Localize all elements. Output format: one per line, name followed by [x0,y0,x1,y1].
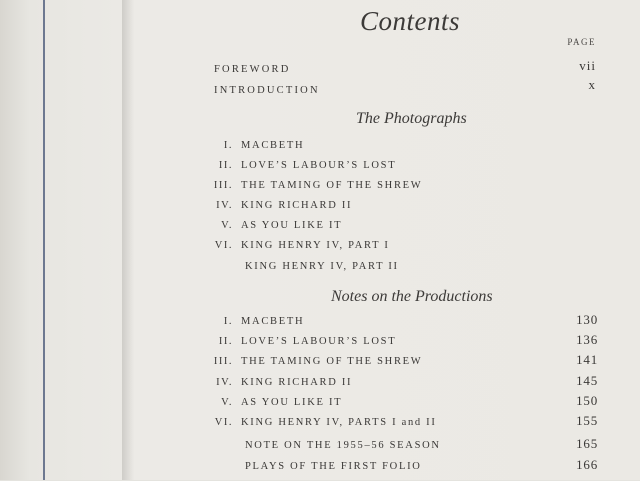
roman-numeral: III. [213,356,233,367]
introduction-label: INTRODUCTION [214,85,320,96]
page-number: 165 [576,436,598,451]
section-heading-notes: Notes on the Productions [331,288,493,305]
entry-title: LOVE’S LABOUR’S LOST [241,336,397,347]
list-item [0,160,640,180]
roman-numeral: VI. [214,417,233,428]
entry-title: THE TAMING OF THE SHREW [241,180,423,191]
page-number: 141 [576,352,598,367]
roman-numeral: IV. [216,200,233,211]
table-row [0,457,640,481]
page-title: Contents [359,6,460,36]
entry-title: KING HENRY IV, PARTS I and II [241,417,437,428]
table-row [0,352,640,376]
entry-title: KING RICHARD II [241,200,353,211]
entry-title: AS YOU LIKE IT [241,397,343,408]
entry-title: KING HENRY IV, PART II [245,261,399,272]
roman-numeral: II. [218,160,233,171]
page-column-label: PAGE [567,37,596,47]
roman-numeral: V. [221,397,233,408]
table-row [0,413,640,437]
list-item [0,220,640,240]
list-item [0,261,640,281]
list-item [0,140,640,160]
entry-title: KING RICHARD II [241,377,353,388]
table-row [0,436,640,460]
roman-numeral: III. [213,180,233,191]
entry-title: NOTE ON THE 1955–56 SEASON [245,440,441,451]
table-row [0,373,640,397]
section-heading-photographs: The Photographs [356,110,467,127]
roman-numeral: V. [221,220,233,231]
table-row [0,393,640,417]
foreword-label: FOREWORD [214,64,291,75]
list-item [0,240,640,260]
introduction-page: x [588,77,596,92]
page-number: 166 [576,457,598,472]
page-number: 155 [576,413,598,428]
entry-title: AS YOU LIKE IT [241,220,343,231]
table-row [0,332,640,356]
list-item [0,180,640,200]
page-number: 145 [576,373,598,388]
foreword-page: vii [579,58,596,73]
page-number: 136 [576,332,598,347]
entry-title: MACBETH [241,316,305,327]
roman-numeral: I. [223,140,233,151]
list-item [0,200,640,220]
roman-numeral: VI. [214,240,233,251]
entry-title: THE TAMING OF THE SHREW [241,356,423,367]
page-number: 150 [576,393,598,408]
entry-title: MACBETH [241,140,305,151]
page-number: 130 [576,312,598,327]
roman-numeral: I. [223,316,233,327]
roman-numeral: IV. [216,377,233,388]
table-row [0,312,640,336]
entry-title: LOVE’S LABOUR’S LOST [241,160,397,171]
entry-title: PLAYS OF THE FIRST FOLIO [245,461,422,472]
roman-numeral: II. [218,336,233,347]
entry-title: KING HENRY IV, PART I [241,240,390,251]
